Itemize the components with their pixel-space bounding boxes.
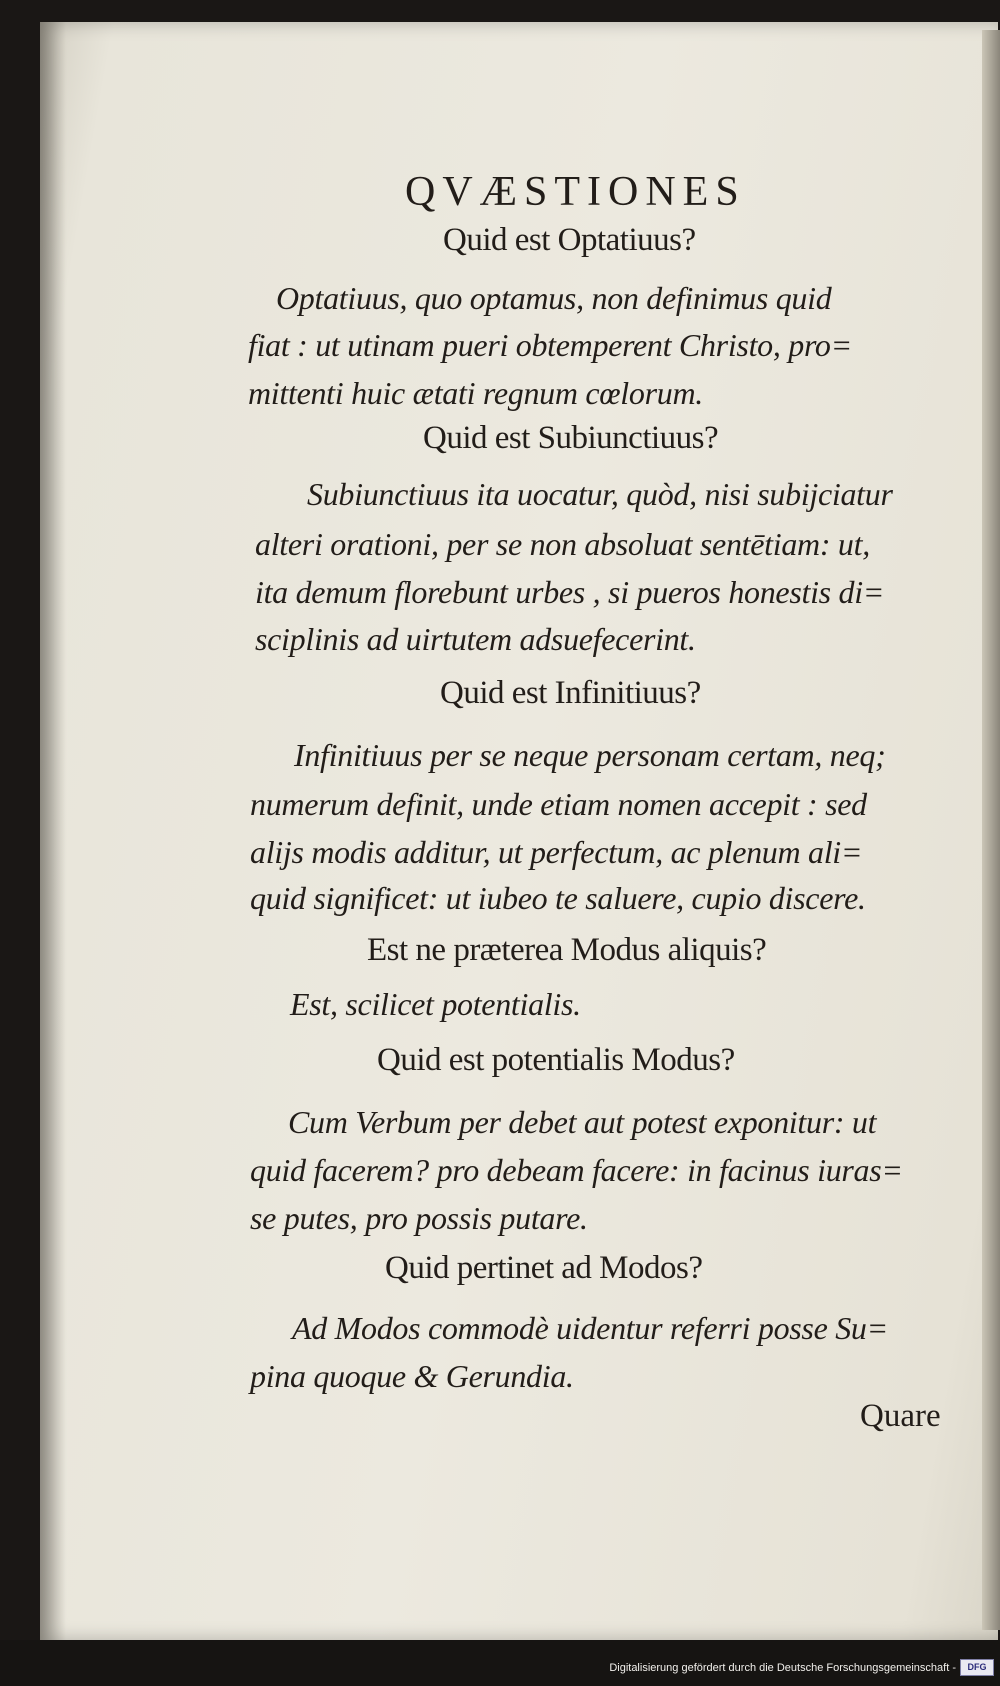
page-gutter-shadow [40,22,66,1640]
answer-line: Est, scilicet potentialis. [290,986,581,1022]
answer-line: Cum Verbum per debet aut potest exponitur: ut [288,1104,877,1140]
answer-line: se putes, pro possis putare. [250,1200,588,1236]
answer-line: sciplinis ad uirtutem adsuefecerint. [255,621,696,657]
answer-line: ita demum florebunt urbes , si pueros honestis di= [255,574,885,610]
answer-line: pina quoque & Gerundia. [250,1358,574,1394]
question-heading: Est ne præterea Modus aliquis? [367,932,767,968]
answer-line: Ad Modos commodè uidentur referri posse Su= [292,1310,888,1346]
answer-line: Infinitiuus per se neque personam certam, neq; [294,737,886,773]
catchword: Quare [860,1398,941,1434]
question-heading: Quid pertinet ad Modos? [385,1250,703,1286]
answer-line: Subiunctiuus ita uocatur, quòd, nisi subijciatur [307,476,893,512]
question-heading: Quid est Optatiuus? [443,222,696,258]
answer-line: Optatiuus, quo optamus, non definimus quid [276,280,832,316]
digitization-credit: Digitalisierung gefördert durch die Deutsche Forschungsgemeinschaft - [609,1662,956,1674]
running-head: QVÆSTIONES [405,169,746,215]
page-edge [982,30,1000,1630]
question-heading: Quid est potentialis Modus? [377,1042,735,1078]
question-heading: Quid est Subiunctiuus? [423,420,719,456]
answer-line: mittenti huic ætati regnum cœlorum. [248,375,703,411]
dfg-logo: DFG [960,1659,994,1676]
book-page [40,22,998,1640]
question-heading: Quid est Infinitiuus? [440,675,701,711]
answer-line: fiat : ut utinam pueri obtemperent Christo, pro= [248,327,852,363]
answer-line: alijs modis additur, ut perfectum, ac plenum ali= [250,834,863,870]
answer-line: alteri orationi, per se non absoluat sentētiam: ut, [255,526,870,562]
answer-line: quid facerem? pro debeam facere: in facinus iuras= [250,1152,903,1188]
answer-line: numerum definit, unde etiam nomen accepit : sed [250,786,867,822]
answer-line: quid significet: ut iubeo te saluere, cupio discere. [250,880,866,916]
